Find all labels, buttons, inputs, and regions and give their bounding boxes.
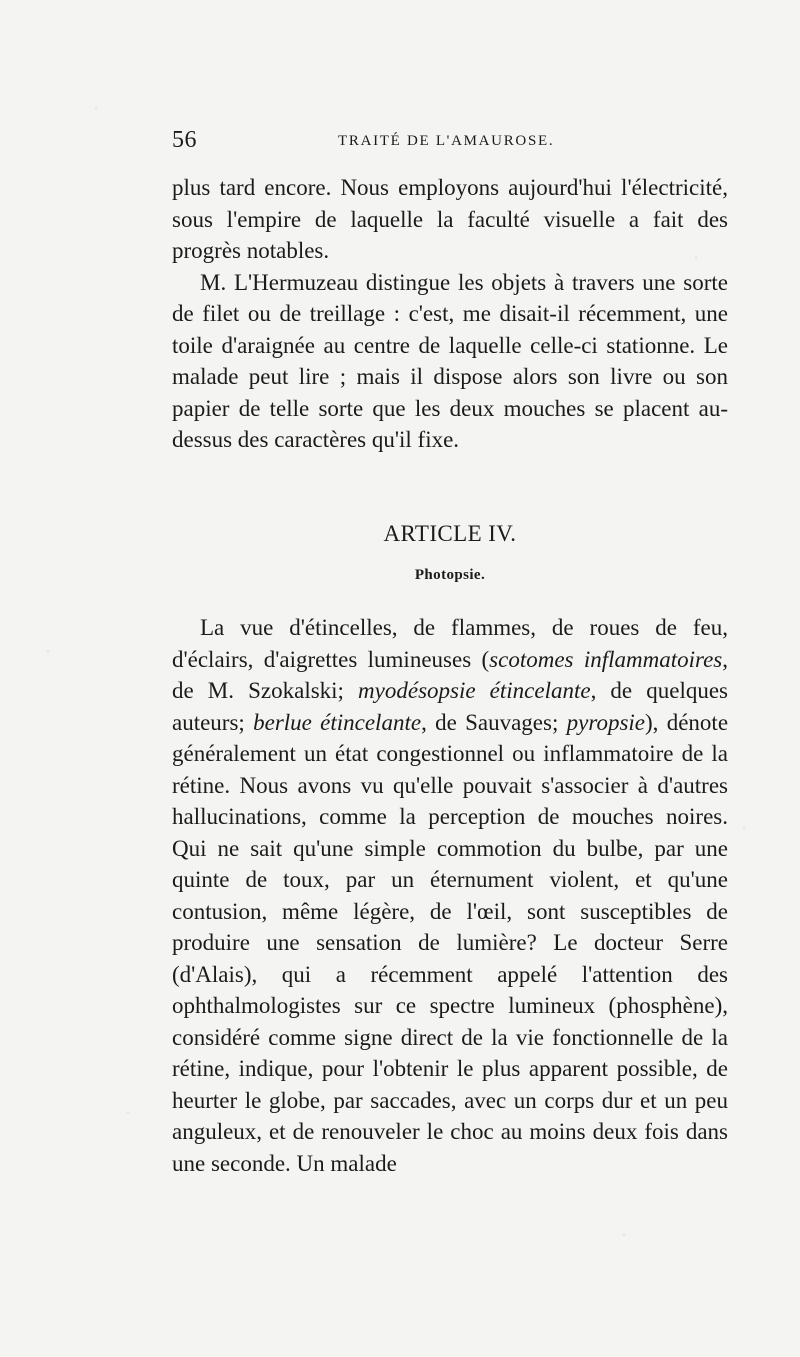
paragraph-tail: ), dénote généralement un état congestionnel ou inflammatoire de la rétine. Nous avons vu qu'elle pouvait s'associer à d'autres hallucinations, comme la perception de mouches noires. Qui ne sait qu'une simple commotion du bulbe, par une quinte de toux, par un éternument violent, et qu'une contusion, même légère, de l'œil, sont susceptibles de produire une sensation de lumière? Le docteur Serre (d'Alais), qui a récemment appelé l'attention des ophthalmologistes sur ce spectre lumineux (phosphène), considéré comme signe direct de la vie fonctionnelle de la rétine, indique, pour l'obtenir le plus apparent possible, de heurter le globe, par saccades, avec un corps dur et un peu anguleux, et de renouveler le choc au moins deux fois dans une seconde. Un malade: [172, 709, 729, 1176]
paragraph-mid-1: , de M. Szokalski;: [172, 646, 728, 703]
photopsie-text: [172, 612, 728, 1179]
running-title: TRAITÉ DE L'AMAUROSE.: [338, 133, 555, 149]
paragraph-photopsie: [172, 612, 728, 1179]
page-header: [172, 128, 730, 158]
italic-term-pyropsie: pyropsie: [566, 709, 646, 735]
italic-term-scotomes: scotomes inflammatoires: [489, 646, 723, 672]
italic-term-myodesopsie: myodésopsie étincelante: [358, 678, 591, 703]
paragraph-lead: La vue d'étincelles, de flammes, de roues de feu, d'éclairs, d'aigrettes lumineuses (: [172, 615, 728, 672]
paragraph-hermuzeau: M. L'Hermuzeau distingue les objets à travers une sorte de filet ou de treillage : c'est, me disait-il récemment, une toile d'araignée au centre de laquelle celle-ci stationne. Le malade peut lire ; mais il dispose alors son livre ou son papier de telle sorte que les deux mouches se placent au-dessus des caractères qu'il fixe.: [172, 269, 728, 452]
paragraph-mid-3: , de Sauvages;: [421, 709, 567, 735]
opening-text: [172, 172, 728, 456]
article-subheading: Photopsie.: [414, 567, 486, 583]
paragraph-mid-2: , de quelques auteurs;: [172, 678, 728, 735]
italic-term-berlue: berlue étincelante: [253, 709, 422, 735]
page-number: 56: [172, 127, 197, 153]
paragraph-electricity: plus tard encore. Nous employons aujourd'hui l'électricité, sous l'empire de laquelle la faculté visuelle a fait des progrès notables.: [172, 175, 728, 263]
article-heading: ARTICLE IV.: [383, 521, 517, 546]
